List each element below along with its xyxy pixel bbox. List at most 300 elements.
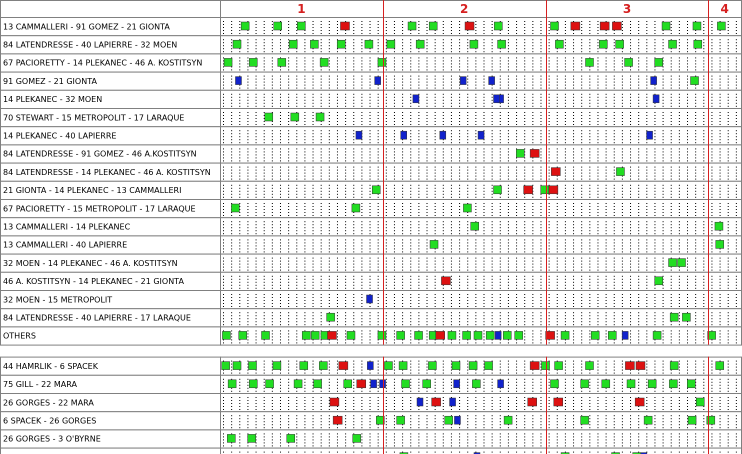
grid-dot [500,154,501,155]
grid-dot [581,51,582,52]
grid-dot [467,103,468,104]
grid-dot [508,267,509,268]
grid-dot [606,206,607,207]
grid-dot [337,197,338,198]
grid-dot [231,245,232,246]
grid-dot [247,215,248,216]
grid-dot [394,160,395,161]
grid-dot [247,154,248,155]
grid-dot [386,279,387,280]
grid-dot [703,136,704,137]
grid-dot [247,288,248,289]
grid-dot [638,151,639,152]
grid-dot [589,258,590,259]
grid-dot [687,242,688,243]
grid-dot [475,103,476,104]
grid-dot [646,206,647,207]
grid-dot [695,94,696,95]
grid-dot [597,288,598,289]
grid-dot [304,60,305,61]
grid-dot [386,21,387,22]
grid-dot [427,191,428,192]
grid-dot [280,279,281,280]
grid-dot [475,106,476,107]
grid-dot [370,69,371,70]
grid-dot [484,121,485,122]
grid-dot [378,21,379,22]
row-label: 13 CAMMALLERI - 91 GOMEZ - 21 GIONTA [3,22,170,32]
grid-dot [256,24,257,25]
grid-dot [524,30,525,31]
grid-dot [370,97,371,98]
grid-dot [361,221,362,222]
grid-dot [231,176,232,177]
grid-dot [264,303,265,304]
grid-dot [402,30,403,31]
grid-dot [516,63,517,64]
grid-dot [671,157,672,158]
grid-dot [410,97,411,98]
event-mark [430,240,438,248]
grid-dot [492,203,493,204]
grid-dot [728,57,729,58]
grid-dot [720,267,721,268]
grid-dot [679,179,680,180]
grid-dot [524,206,525,207]
grid-dot [695,188,696,189]
grid-dot [223,303,224,304]
event-mark [241,22,249,30]
grid-dot [679,288,680,289]
grid-dot [720,115,721,116]
grid-dot [720,179,721,180]
event-mark [530,149,539,157]
grid-dot [386,258,387,259]
grid-dot [329,97,330,98]
grid-dot [272,221,273,222]
grid-dot [410,45,411,46]
grid-dot [337,76,338,77]
grid-dot [475,154,476,155]
grid-dot [597,261,598,262]
grid-dot [394,239,395,240]
grid-dot [589,203,590,204]
grid-dot [516,188,517,189]
grid-dot [378,230,379,231]
grid-dot [646,267,647,268]
grid-dot [467,197,468,198]
grid-dot [597,188,598,189]
grid-dot [239,94,240,95]
grid-dot [443,264,444,265]
grid-dot [557,264,558,265]
grid-dot [264,170,265,171]
grid-dot [736,148,737,149]
grid-dot [540,30,541,31]
grid-dot [321,206,322,207]
grid-dot [540,79,541,80]
event-mark [494,186,502,194]
grid-dot [687,224,688,225]
grid-dot [247,188,248,189]
grid-dot [728,94,729,95]
grid-dot [451,212,452,213]
grid-dot [394,97,395,98]
grid-dot [524,160,525,161]
grid-dot [304,224,305,225]
grid-dot [581,212,582,213]
grid-dot [703,282,704,283]
grid-dot [386,191,387,192]
grid-dot [500,248,501,249]
grid-dot [622,221,623,222]
grid-dot [256,224,257,225]
grid-dot [646,264,647,265]
grid-dot [427,133,428,134]
grid-dot [467,39,468,40]
grid-dot [435,133,436,134]
grid-dot [418,154,419,155]
grid-dot [687,248,688,249]
grid-dot [451,276,452,277]
grid-dot [443,33,444,34]
grid-dot [736,154,737,155]
grid-dot [345,97,346,98]
grid-dot [451,188,452,189]
grid-dot [654,270,655,271]
grid-dot [597,230,598,231]
grid-dot [231,167,232,168]
grid-dot [386,69,387,70]
grid-dot [280,239,281,240]
grid-dot [484,179,485,180]
grid-dot [410,160,411,161]
grid-dot [231,194,232,195]
grid-dot [532,124,533,125]
grid-dot [687,136,688,137]
grid-dot [565,267,566,268]
grid-dot [581,130,582,131]
grid-dot [630,188,631,189]
grid-dot [549,115,550,116]
grid-dot [614,151,615,152]
grid-dot [345,233,346,234]
grid-dot [231,294,232,295]
grid-dot [361,248,362,249]
grid-dot [532,66,533,67]
grid-dot [239,148,240,149]
grid-dot [223,118,224,119]
grid-dot [313,94,314,95]
grid-dot [370,203,371,204]
grid-dot [329,197,330,198]
grid-dot [264,21,265,22]
grid-dot [638,21,639,22]
grid-dot [500,270,501,271]
grid-dot [321,97,322,98]
grid-dot [304,63,305,64]
grid-dot [378,245,379,246]
grid-dot [451,288,452,289]
grid-dot [646,160,647,161]
grid-dot [353,185,354,186]
grid-dot [410,203,411,204]
grid-dot [264,48,265,49]
grid-dot [565,151,566,152]
grid-dot [614,251,615,252]
grid-dot [720,264,721,265]
grid-dot [256,300,257,301]
grid-dot [654,136,655,137]
grid-dot [500,282,501,283]
grid-dot [394,285,395,286]
grid-dot [638,33,639,34]
grid-dot [304,279,305,280]
grid-dot [703,21,704,22]
grid-dot [394,188,395,189]
grid-dot [386,209,387,210]
grid-dot [231,224,232,225]
grid-dot [337,230,338,231]
grid-dot [728,142,729,143]
grid-dot [646,57,647,58]
grid-dot [524,139,525,140]
grid-dot [280,294,281,295]
grid-dot [679,194,680,195]
grid-dot [540,224,541,225]
grid-dot [296,285,297,286]
grid-dot [427,27,428,28]
grid-dot [394,179,395,180]
grid-dot [622,136,623,137]
grid-dot [337,227,338,228]
grid-dot [597,248,598,249]
grid-dot [443,88,444,89]
grid-dot [581,112,582,113]
grid-dot [540,197,541,198]
grid-dot [654,151,655,152]
grid-dot [630,30,631,31]
grid-dot [337,130,338,131]
grid-dot [394,258,395,259]
grid-dot [549,251,550,252]
grid-dot [443,209,444,210]
grid-dot [418,197,419,198]
grid-dot [671,142,672,143]
grid-dot [370,170,371,171]
grid-dot [467,233,468,234]
grid-dot [573,276,574,277]
grid-dot [402,85,403,86]
grid-dot [581,94,582,95]
grid-dot [630,258,631,259]
grid-dot [687,51,688,52]
grid-dot [361,288,362,289]
grid-dot [728,97,729,98]
grid-dot [622,124,623,125]
grid-dot [402,248,403,249]
grid-dot [532,248,533,249]
event-mark [717,22,725,30]
grid-dot [736,24,737,25]
grid-dot [475,85,476,86]
grid-dot [467,185,468,186]
grid-dot [524,242,525,243]
grid-dot [524,239,525,240]
grid-dot [711,85,712,86]
grid-dot [557,288,558,289]
grid-dot [313,267,314,268]
grid-dot [728,154,729,155]
grid-dot [573,167,574,168]
grid-dot [703,66,704,67]
grid-dot [410,167,411,168]
grid-dot [597,148,598,149]
grid-dot [451,239,452,240]
grid-dot [353,121,354,122]
grid-dot [370,258,371,259]
grid-dot [524,215,525,216]
grid-dot [687,258,688,259]
grid-dot [638,173,639,174]
grid-dot [378,69,379,70]
grid-dot [679,206,680,207]
grid-dot [500,124,501,125]
grid-dot [272,261,273,262]
grid-dot [402,97,403,98]
grid-dot [606,139,607,140]
grid-dot [370,66,371,67]
grid-dot [589,148,590,149]
grid-dot [288,30,289,31]
grid-dot [370,76,371,77]
grid-dot [516,251,517,252]
grid-dot [679,209,680,210]
grid-dot [329,112,330,113]
row-label: 84 LATENDRESSE - 91 GOMEZ - 46 A.KOSTITSYN [3,149,197,159]
grid-dot [557,279,558,280]
grid-dot [361,94,362,95]
grid-dot [451,209,452,210]
grid-dot [313,227,314,228]
grid-dot [500,227,501,228]
grid-dot [272,170,273,171]
grid-dot [736,206,737,207]
grid-dot [597,66,598,67]
grid-dot [654,215,655,216]
grid-dot [597,115,598,116]
grid-dot [361,33,362,34]
grid-dot [728,282,729,283]
grid-dot [540,24,541,25]
grid-dot [264,45,265,46]
grid-dot [711,88,712,89]
grid-dot [475,179,476,180]
grid-dot [475,197,476,198]
grid-dot [467,79,468,80]
grid-dot [679,233,680,234]
grid-dot [459,264,460,265]
grid-dot [345,261,346,262]
grid-dot [532,206,533,207]
grid-dot [703,106,704,107]
grid-dot [638,170,639,171]
grid-dot [329,191,330,192]
grid-dot [402,57,403,58]
grid-dot [663,242,664,243]
grid-dot [695,258,696,259]
grid-dot [508,179,509,180]
grid-dot [565,264,566,265]
grid-dot [418,227,419,228]
grid-dot [638,267,639,268]
grid-dot [256,248,257,249]
grid-dot [394,261,395,262]
grid-dot [703,185,704,186]
row [1,236,742,254]
grid-dot [549,224,550,225]
grid-dot [589,112,590,113]
grid-dot [671,121,672,122]
grid-dot [679,276,680,277]
grid-dot [711,203,712,204]
grid-dot [231,154,232,155]
grid-dot [630,212,631,213]
grid-dot [573,69,574,70]
grid-dot [402,188,403,189]
grid-dot [337,167,338,168]
grid-dot [321,197,322,198]
grid-dot [418,88,419,89]
grid-dot [231,173,232,174]
grid-dot [288,242,289,243]
grid-dot [280,115,281,116]
grid-dot [427,151,428,152]
grid-dot [223,97,224,98]
grid-dot [321,136,322,137]
grid-dot [679,136,680,137]
grid-dot [516,66,517,67]
grid-dot [500,142,501,143]
grid-dot [264,148,265,149]
grid-dot [370,94,371,95]
grid-dot [679,30,680,31]
grid-dot [606,239,607,240]
grid-dot [671,233,672,234]
grid-dot [321,227,322,228]
grid-dot [345,206,346,207]
grid-dot [614,279,615,280]
grid-dot [638,224,639,225]
grid-dot [549,285,550,286]
grid-dot [728,212,729,213]
event-mark [340,22,349,30]
grid-dot [247,212,248,213]
grid-dot [565,233,566,234]
row-plot-cell [221,181,742,199]
grid-dot [687,261,688,262]
grid-dot [736,167,737,168]
grid-dot [361,27,362,28]
grid-dot [402,66,403,67]
grid-dot [557,227,558,228]
grid-dot [549,233,550,234]
grid-dot [638,191,639,192]
grid-dot [492,282,493,283]
grid-dot [646,121,647,122]
grid-dot [272,251,273,252]
grid-dot [540,179,541,180]
